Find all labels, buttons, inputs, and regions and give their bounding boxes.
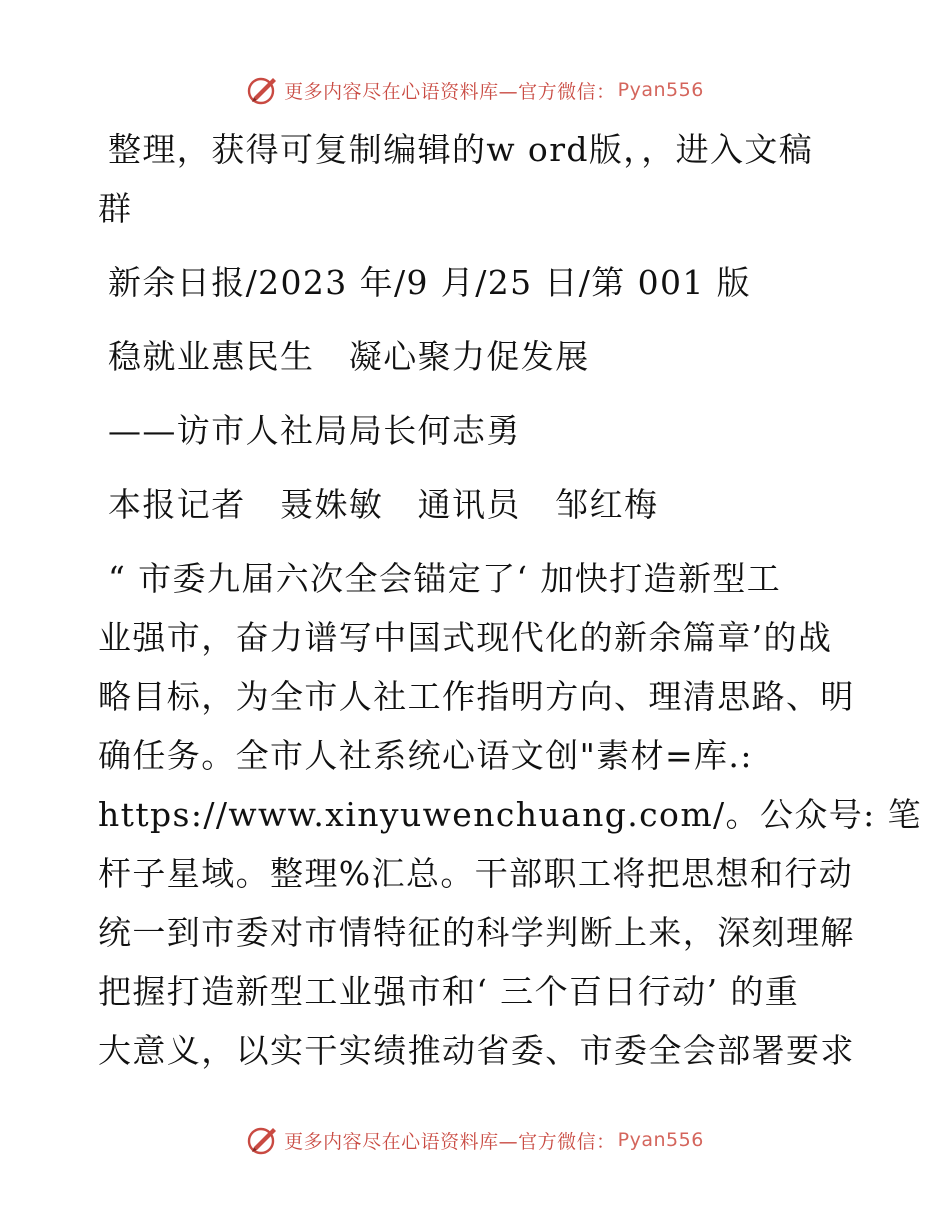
watermark-text: 更多内容尽在心语资料库—官方微信： xyxy=(284,1130,616,1153)
intro-line: 整理，获得可复制编辑的w ord版，，进入文稿 xyxy=(108,130,814,169)
body-line: 略目标，为全市人社工作指明方向、理清思路、明 xyxy=(98,677,855,716)
dateline: 新余日报/2023 年/9 月/25 日/第 001 版 xyxy=(108,263,752,302)
body-line: 业强市，奋力谱写中国式现代化的新余篇章’的战 xyxy=(98,618,833,657)
watermark-banner-bottom xyxy=(0,1120,950,1160)
quill-logo-icon xyxy=(246,1123,280,1157)
body-line: https://www.xinyuwenchuang.com/。公众号: 笔 xyxy=(98,795,922,834)
body-line: “ 市委九届六次全会锚定了‘ 加快打造新型工 xyxy=(108,559,782,598)
byline: 本报记者 聂姝敏 通讯员 邹红梅 xyxy=(108,485,659,524)
watermark-banner-top xyxy=(0,70,950,110)
watermark-text: 更多内容尽在心语资料库—官方微信： xyxy=(284,80,616,103)
body-line: 大意义，以实干实绩推动省委、市委全会部署要求 xyxy=(98,1031,855,1070)
body-line: 统一到市委对市情特征的科学判断上来，深刻理解 xyxy=(98,913,855,952)
document-body xyxy=(98,120,922,1080)
body-line: 杆子星域。整理%汇总。干部职工将把思想和行动 xyxy=(98,854,854,893)
body-line: 确任务。全市人社系统心语文创"素材=库.: xyxy=(98,736,753,775)
headline: 稳就业惠民生 凝心聚力促发展 xyxy=(108,337,590,376)
watermark-handle: Pyan556 xyxy=(617,79,704,101)
body-line: 把握打造新型工业强市和‘ 三个百日行动’ 的重 xyxy=(98,972,800,1011)
quill-logo-icon xyxy=(246,73,280,107)
watermark-handle: Pyan556 xyxy=(617,1129,704,1151)
subheadline: ——访市人社局局长何志勇 xyxy=(108,411,521,450)
intro-line: 群 xyxy=(98,189,133,228)
